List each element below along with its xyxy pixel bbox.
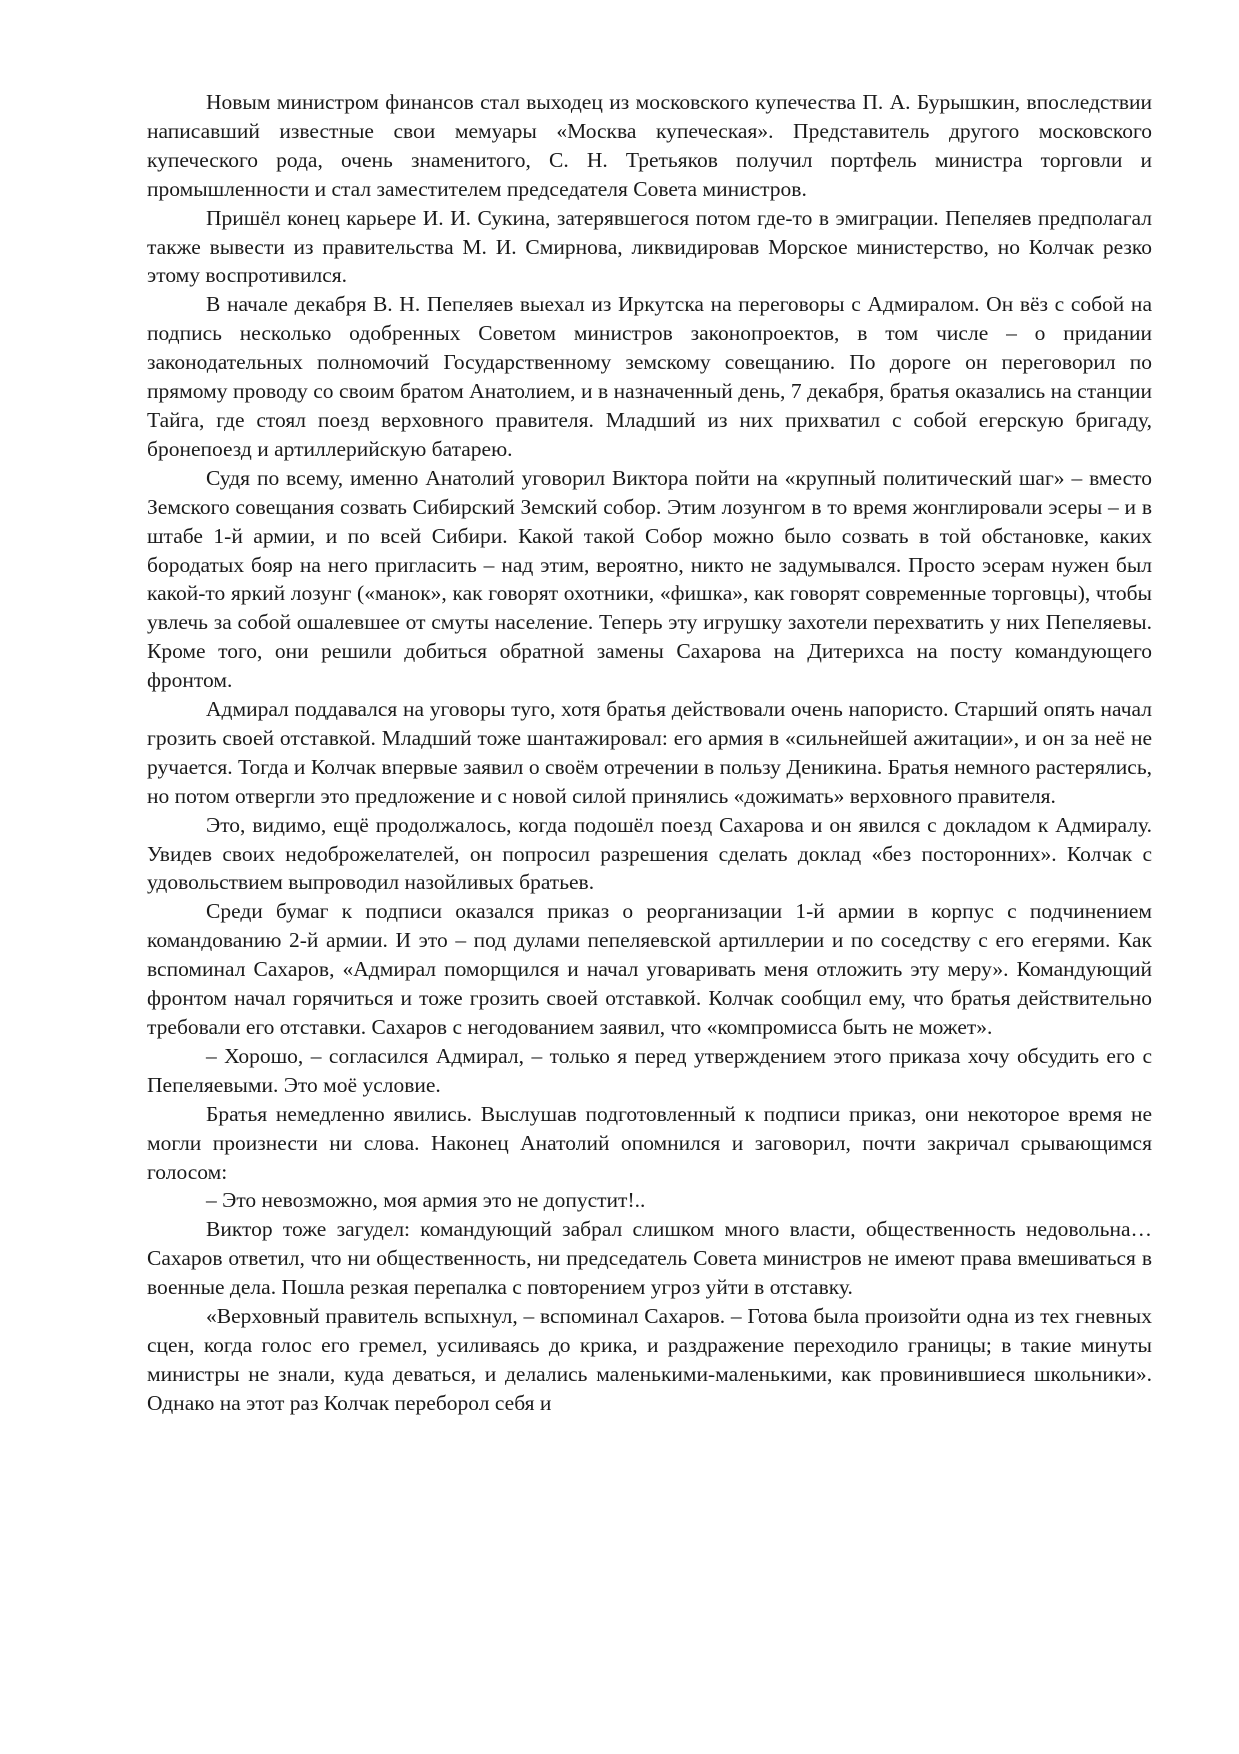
- paragraph: Новым министром финансов стал выходец из московского купечества П. А. Бурышкин, впоследствии написавший известные свои мемуары «Москва купеческая». Представитель другого московского купеческого рода, очень знаменитого, С. Н. Третьяков получил портфель министра торговли и промышленности и стал заместителем председателя Совета министров.: [147, 90, 1152, 201]
- paragraph: Это, видимо, ещё продолжалось, когда подошёл поезд Сахарова и он явился с докладом к Адмиралу. Увидев своих недоброжелателей, он попросил разрешения сделать доклад «без посторонних». Колчак с удовольствием выпроводил назойливых братьев.: [147, 812, 1152, 895]
- paragraph: Адмирал поддавался на уговоры туго, хотя братья действовали очень напористо. Старший опять начал грозить своей отставкой. Младший тоже шантажировал: его армия в «сильнейшей ажитации», и он за неё не ручается. Тогда и Колчак впервые заявил о своём отречении в пользу Деникина. Братья немного растерялись, но потом отвергли это предложение и с новой силой принялись «дожимать» верховного правителя.: [147, 697, 1152, 808]
- paragraph: «Верховный правитель вспыхнул, – вспоминал Сахаров. – Готова была произойти одна из тех гневных сцен, когда голос его гремел, усиливаясь до крика, и раздражение переходило границы; в такие минуты министры не знали, куда деваться, и делались маленькими-маленькими, как провинившиеся школьники». Однако на этот раз Колчак переборол себя и: [147, 1304, 1152, 1415]
- paragraph: – Хорошо, – согласился Адмирал, – только я перед утверждением этого приказа хочу обсудить его с Пепеляевыми. Это моё условие.: [147, 1043, 1152, 1097]
- paragraph: В начале декабря В. Н. Пепеляев выехал из Иркутска на переговоры с Адмиралом. Он вёз с собой на подпись несколько одобренных Советом министров законопроектов, в том числе – о придании законодательных полномочий Государственному земскому совещанию. По дороге он переговорил по прямому проводу со своим братом Анатолием, и в назначенный день, 7 декабря, братья оказались на станции Тайга, где стоял поезд верховного правителя. Младший из них прихватил с собой егерскую бригаду, бронепоезд и артиллерийскую батарею.: [147, 292, 1152, 461]
- paragraph: Судя по всему, именно Анатолий уговорил Виктора пойти на «крупный политический шаг» – вместо Земского совещания созвать Сибирский Земский собор. Этим лозунгом в то время жонглировали эсеры – и в штабе 1-й армии, и по всей Сибири. Какой такой Собор можно было созвать в той обстановке, каких бородатых бояр на него пригласить – над этим, вероятно, никто не задумывался. Просто эсерам нужен был какой-то яркий лозунг («манок», как говорят охотники, «фишка», как говорят современные торговцы), чтобы увлечь за собой ошалевшее от смуты население. Теперь эту игрушку захотели перехватить у них Пепеляевы. Кроме того, они решили добиться обратной замены Сахарова на Дитерихса на посту командующего фронтом.: [147, 465, 1152, 693]
- paragraph: Виктор тоже загудел: командующий забрал слишком много власти, общественность недовольна… Сахаров ответил, что ни общественность, ни председатель Совета министров не имеют права вмешиваться в военные дела. Пошла резкая перепалка с повторением угроз уйти в отставку.: [147, 1217, 1152, 1300]
- paragraph: Среди бумаг к подписи оказался приказ о реорганизации 1-й армии в корпус с подчинением командованию 2-й армии. И это – под дулами пепеляевской артиллерии и по соседству с его егерями. Как вспоминал Сахаров, «Адмирал поморщился и начал уговаривать меня отложить эту меру». Командующий фронтом начал горячиться и тоже грозить своей отставкой. Колчак сообщил ему, что братья действительно требовали его отставки. Сахаров с негодованием заявил, что «компромисса быть не может».: [147, 899, 1152, 1039]
- paragraph: Братья немедленно явились. Выслушав подготовленный к подписи приказ, они некоторое время не могли произнести ни слова. Наконец Анатолий опомнился и заговорил, почти закричал срывающимся голосом:: [147, 1101, 1152, 1184]
- document-page: [147, 88, 1152, 1418]
- paragraph: – Это невозможно, моя армия это не допустит!..: [206, 1188, 646, 1213]
- paragraph: Пришёл конец карьере И. И. Сукина, затерявшегося потом где-то в эмиграции. Пепеляев предполагал также вывести из правительства М. И. Смирнова, ликвидировав Морское министерство, но Колчак резко этому воспротивился.: [147, 205, 1152, 288]
